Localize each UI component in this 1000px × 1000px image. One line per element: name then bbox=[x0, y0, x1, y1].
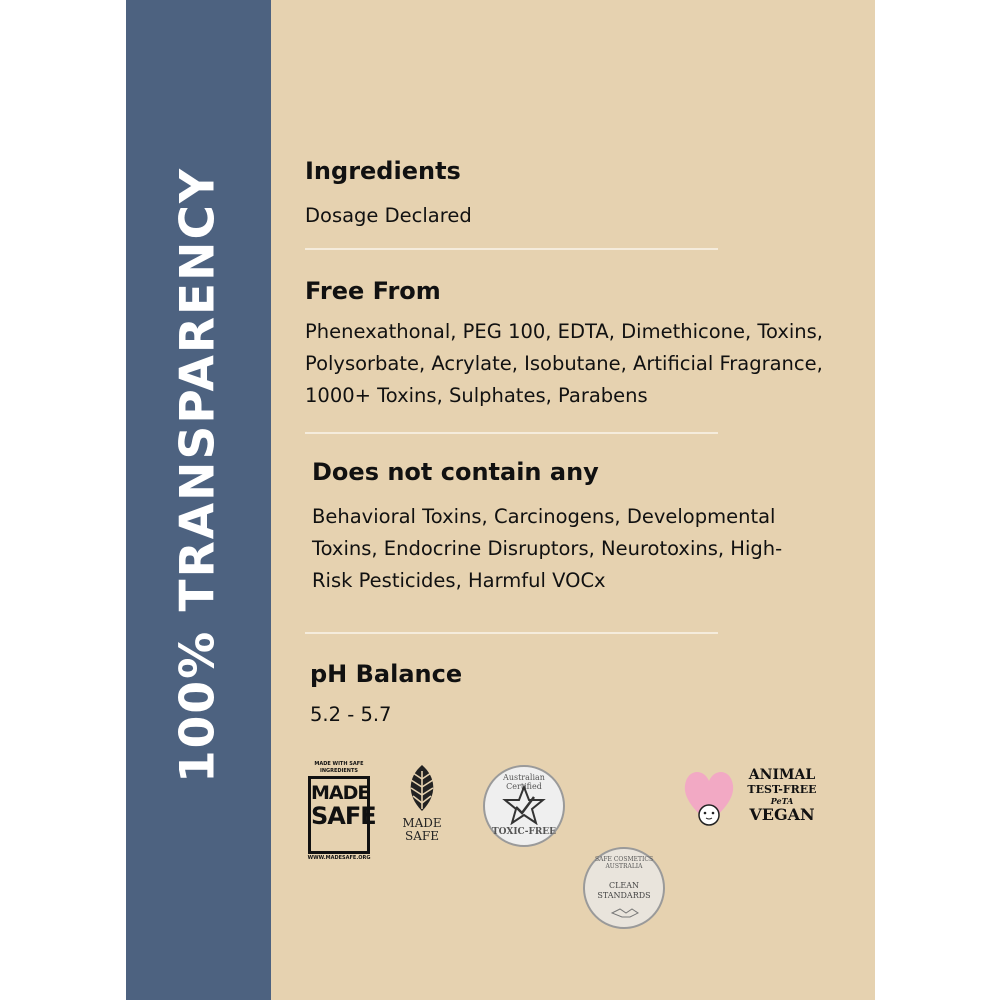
made-safe-line2: SAFE bbox=[311, 802, 376, 830]
clean-standards-badge bbox=[583, 847, 665, 929]
made-safe-url: WWW.MADESAFE.ORG bbox=[307, 855, 371, 861]
free-from-line: Phenexathonal, PEG 100, EDTA, Dimethicone, Toxins, bbox=[305, 319, 824, 343]
toxic-free-badge bbox=[483, 765, 565, 847]
made-safe-box bbox=[308, 776, 376, 854]
star-icon bbox=[502, 785, 546, 825]
bunny-heart-icon bbox=[680, 763, 738, 833]
clean-standards-middle1: CLEAN bbox=[608, 881, 640, 890]
made-safe-leaf-badge bbox=[396, 763, 448, 843]
peta-badge bbox=[680, 763, 830, 843]
does-not-contain-line: Risk Pesticides, Harmful VOCx bbox=[312, 568, 606, 592]
ph-section bbox=[310, 660, 462, 731]
leaf-line1: MADE bbox=[402, 816, 442, 830]
ingredients-section bbox=[305, 157, 472, 232]
peta-line4: VEGAN bbox=[749, 805, 815, 824]
leaf-icon bbox=[402, 763, 442, 813]
free-from-section bbox=[305, 277, 823, 412]
free-from-line: 1000+ Toxins, Sulphates, Parabens bbox=[305, 383, 648, 407]
divider bbox=[305, 632, 718, 634]
made-safe-box-badge bbox=[304, 761, 374, 862]
ph-value: 5.2 - 5.7 bbox=[310, 702, 392, 726]
toxic-free-bottom: TOXIC-FREE bbox=[491, 827, 557, 837]
certification-badges bbox=[300, 755, 840, 900]
peta-line1: ANIMAL bbox=[748, 767, 816, 783]
ingredients-heading: Ingredients bbox=[305, 157, 461, 185]
divider bbox=[305, 432, 718, 434]
does-not-contain-heading: Does not contain any bbox=[312, 458, 599, 486]
handshake-icon bbox=[610, 905, 640, 919]
peta-line3: PeTA bbox=[770, 796, 794, 806]
clean-standards-top: SAFE COSMETICS AUSTRALIA bbox=[594, 856, 654, 870]
divider bbox=[305, 248, 718, 250]
does-not-contain-section bbox=[312, 458, 782, 597]
made-safe-line1: MADE bbox=[311, 782, 370, 804]
clean-standards-middle2: STANDARDS bbox=[597, 891, 651, 900]
does-not-contain-line: Toxins, Endocrine Disruptors, Neurotoxins, High- bbox=[312, 536, 783, 560]
made-safe-top-text: MADE WITH SAFE INGREDIENTS bbox=[314, 761, 364, 774]
peta-line2: TEST-FREE bbox=[747, 783, 817, 796]
ingredients-body: Dosage Declared bbox=[305, 203, 472, 227]
ph-heading: pH Balance bbox=[310, 660, 463, 688]
free-from-heading: Free From bbox=[305, 277, 441, 305]
leaf-line2: SAFE bbox=[405, 829, 439, 843]
side-title: 100% TRANSPARENCY bbox=[170, 166, 226, 784]
does-not-contain-line: Behavioral Toxins, Carcinogens, Developmental bbox=[312, 504, 776, 528]
free-from-line: Polysorbate, Acrylate, Isobutane, Artificial Fragrance, bbox=[305, 351, 823, 375]
toxic-free-top: Australian Certified bbox=[503, 773, 545, 791]
